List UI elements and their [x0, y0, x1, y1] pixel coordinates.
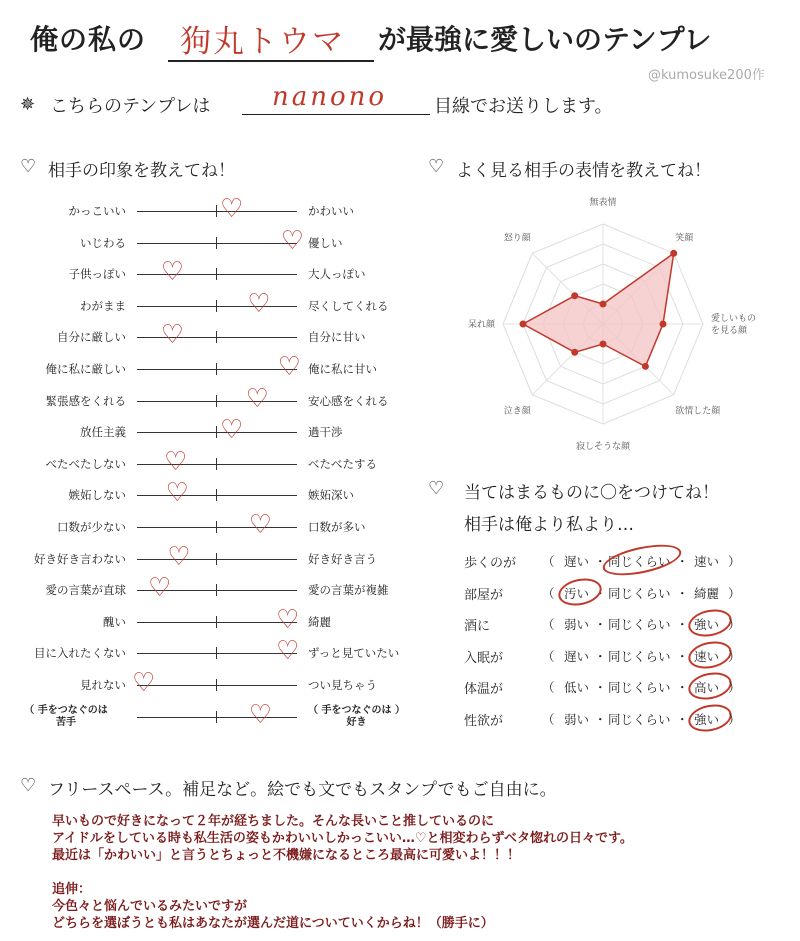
scale-track — [137, 527, 297, 528]
intro-suffix: 目線でお送りします。 — [434, 96, 613, 117]
scale-track — [137, 717, 297, 718]
scale-left-label: べたべたしない — [45, 456, 126, 471]
scale-left-label: （ 手をつなぐのは 苦手 — [24, 704, 108, 728]
check-bracket-close: ） — [728, 554, 741, 569]
radar-value-point — [600, 301, 607, 308]
expressions-heading: よく見る相手の表情を教えてね！ — [456, 161, 711, 181]
check-option: 強い — [694, 711, 720, 727]
check-separator: ・ — [676, 711, 689, 727]
scale-right-label: べたべたする — [308, 456, 377, 471]
check-option: 同じくらい — [608, 617, 671, 632]
check-separator: ・ — [594, 554, 607, 569]
scale-track — [137, 622, 297, 623]
check-bracket-close: ） — [728, 711, 741, 727]
scale-right-label: （ 手をつなぐのは ） 好き — [308, 704, 405, 728]
scale-center-tick — [216, 237, 217, 249]
free-text-line: 早いもので好きになって２年が経ちました。そんな長いこと推しているのに — [52, 814, 495, 829]
radar-value-point — [642, 363, 649, 370]
scale-right-label: 過干渉 — [308, 425, 343, 440]
heart-outline-icon: ♡ — [428, 478, 445, 499]
scale-right-label: 嫉妬深い — [308, 488, 354, 503]
check-row-label: 体温が — [464, 682, 504, 697]
scale-right-label: 口数が多い — [308, 520, 366, 534]
selected-heart-icon: ♡ — [160, 257, 185, 288]
check-option: 綺麗 — [694, 585, 720, 601]
check-separator: ・ — [594, 711, 607, 727]
radar-axis-label: 呆れ顔 — [467, 320, 495, 330]
radar-value-point — [520, 321, 527, 328]
free-text-line: 最近は「かわいい」と言うとちょっと不機嫌になるところ最高に可愛いよ！！！ — [52, 848, 521, 863]
selected-heart-icon: ♡ — [280, 225, 305, 256]
check-option: 弱い — [564, 711, 590, 727]
title-name: 狗丸トウマ — [180, 24, 345, 60]
credit: @kumosuke200作 — [648, 68, 765, 83]
intro-name: nanono — [272, 82, 388, 112]
title-suffix: が最強に愛しいのテンプレ — [378, 23, 712, 56]
check-option: 同じくらい — [608, 680, 671, 695]
selected-option-circle — [556, 574, 604, 609]
check-separator: ・ — [676, 648, 689, 664]
selected-heart-icon: ♡ — [132, 668, 156, 698]
check-option: 低い — [564, 680, 590, 695]
scale-track — [137, 653, 297, 654]
scale-center-tick — [216, 489, 217, 501]
selected-option-circle — [686, 637, 734, 672]
scale-center-tick — [216, 363, 217, 375]
scale-track — [137, 685, 297, 686]
scale-right-label: 尽くしてくれる — [308, 298, 389, 313]
check-option: 遅い — [564, 648, 590, 664]
check-row-label: 酒に — [464, 619, 491, 634]
check-option: 速い — [694, 648, 720, 664]
check-row-label: 部屋が — [464, 587, 504, 603]
check-separator: ・ — [594, 585, 607, 601]
scale-left-label: 俺に私に厳しい — [45, 362, 126, 376]
intro-prefix: こちらのテンプレは — [50, 96, 211, 117]
check-bracket-close: ） — [728, 585, 741, 601]
scale-center-tick — [216, 426, 217, 438]
check-option: 同じくらい — [608, 554, 671, 569]
radar-value-point — [571, 292, 578, 299]
check-bracket-close: ） — [728, 648, 741, 664]
heart-outline-icon: ♡ — [428, 156, 445, 177]
check-option: 遅い — [564, 554, 590, 569]
selected-heart-icon: ♡ — [276, 604, 300, 635]
scale-center-tick — [216, 521, 217, 533]
scale-track — [137, 243, 297, 244]
scale-track — [137, 495, 297, 496]
radar-axis-label: 無表情 — [589, 198, 617, 208]
scale-center-tick — [216, 647, 217, 659]
radar-axis-label: 寂しそうな顔 — [575, 442, 631, 452]
radar-axis-label: 愛しいものを見る顔 — [711, 314, 757, 336]
check-bracket-close: ） — [728, 680, 741, 695]
scale-center-tick — [216, 679, 217, 691]
check-separator: ・ — [594, 680, 607, 695]
radar-axis-label: 欲情した顔 — [675, 406, 721, 417]
heart-outline-icon: ♡ — [20, 156, 37, 177]
scale-right-label: ずっと見ていたい — [308, 646, 400, 661]
title-prefix: 俺の私の — [30, 23, 147, 56]
scale-center-tick — [216, 711, 217, 723]
selected-heart-icon: ♡ — [277, 352, 301, 382]
scale-track — [137, 559, 297, 560]
check-separator: ・ — [594, 648, 607, 664]
radar-value-point — [670, 250, 677, 257]
check-option: 高い — [694, 680, 720, 695]
selected-heart-icon: ♡ — [165, 478, 189, 509]
check-separator: ・ — [676, 585, 689, 601]
selected-option-circle — [686, 700, 734, 735]
check-separator: ・ — [676, 680, 689, 695]
scale-right-label: つい見ちゃう — [308, 678, 377, 692]
check-bracket-close: ） — [728, 617, 741, 632]
selected-heart-icon: ♡ — [164, 446, 188, 477]
scale-center-tick — [216, 205, 217, 217]
impression-heading: 相手の印象を教えてね！ — [48, 161, 235, 181]
scale-center-tick — [216, 458, 217, 470]
expression-radar-chart — [425, 185, 780, 460]
selected-option-circle — [686, 669, 734, 704]
check-bracket-open: （ — [542, 617, 555, 632]
scale-right-label: 俺に私に甘い — [308, 362, 377, 376]
check-option: 同じくらい — [608, 711, 671, 727]
scale-right-label: 綺麗 — [308, 614, 331, 629]
scale-center-tick — [216, 268, 217, 280]
scale-track — [137, 401, 297, 402]
selected-heart-icon: ♡ — [148, 573, 172, 604]
scale-center-tick — [216, 616, 217, 628]
intro-underline — [242, 114, 430, 115]
scale-center-tick — [216, 300, 217, 312]
free-heading: フリースペース。補足など。絵でも文でもスタンプでもご自由に。 — [48, 780, 557, 800]
scale-center-tick — [216, 331, 217, 343]
free-text-line: 今色々と悩んでいるみたいですが — [52, 899, 248, 914]
scale-right-label: 愛の言葉が複雑 — [308, 583, 389, 598]
check-option: 汚い — [564, 585, 590, 601]
selected-option-circle — [686, 606, 734, 641]
radar-axis-label: 怒り顔 — [503, 233, 531, 244]
check-row-label: 入眠が — [464, 650, 504, 666]
scale-left-label: 目に入れたくない — [34, 646, 126, 661]
sparkle-icon: ✵ — [20, 94, 36, 115]
free-text-line: 追伸： — [52, 882, 92, 897]
radar-value-point — [571, 349, 578, 356]
scale-center-tick — [216, 395, 217, 407]
check-bracket-open: （ — [542, 585, 555, 601]
scale-track — [137, 432, 297, 433]
selected-heart-icon: ♡ — [248, 510, 273, 540]
selected-heart-icon: ♡ — [248, 699, 273, 730]
check-option: 同じくらい — [608, 648, 671, 664]
radar-axis-label: 泣き顔 — [503, 406, 531, 417]
check-row-label: 性欲が — [464, 713, 504, 729]
scale-left-label: 自分に厳しい — [57, 330, 126, 345]
selected-heart-icon: ♡ — [220, 415, 244, 446]
check-bracket-open: （ — [542, 554, 555, 569]
scale-left-label: 緊張感をくれる — [45, 393, 126, 408]
scale-track — [137, 464, 297, 465]
free-text-line: アイドルをしている時も私生活の姿もかわいいしかっこいい…♡と相変わらずベタ惚れの日々です。 — [52, 831, 633, 846]
check-separator: ・ — [676, 617, 689, 632]
selected-heart-icon: ♡ — [245, 383, 269, 414]
check-option: 速い — [694, 554, 720, 569]
selected-heart-icon: ♡ — [160, 320, 185, 351]
check-separator: ・ — [676, 554, 689, 569]
scale-left-label: 嫉妬しない — [68, 488, 126, 503]
scale-left-label: 見れない — [80, 678, 126, 692]
radar-value-point — [660, 321, 667, 328]
scale-left-label: いじわる — [80, 235, 126, 250]
check-row-label: 歩くのが — [464, 556, 517, 571]
scale-right-label: 大人っぽい — [308, 267, 366, 282]
checks-subheading: 相手は俺より私より… — [464, 515, 634, 535]
checks-heading: 当てはまるものに〇をつけてね！ — [464, 483, 719, 503]
scale-left-label: 好き好き言わない — [34, 551, 126, 566]
scale-left-label: わがまま — [80, 298, 126, 313]
radar-axis-label: 笑顔 — [675, 233, 694, 244]
selected-heart-icon: ♡ — [276, 636, 300, 667]
heart-outline-icon: ♡ — [20, 775, 37, 796]
scale-left-label: 子供っぽい — [68, 267, 126, 282]
check-separator: ・ — [594, 617, 607, 632]
radar-value-point — [600, 341, 607, 348]
scale-right-label: 自分に甘い — [308, 330, 366, 345]
check-option: 強い — [694, 617, 720, 632]
scale-left-label: 放任主義 — [80, 425, 126, 440]
check-bracket-open: （ — [542, 711, 555, 727]
selected-heart-icon: ♡ — [220, 194, 244, 224]
scale-right-label: 安心感をくれる — [308, 393, 389, 408]
scale-track — [137, 369, 297, 370]
selected-heart-icon: ♡ — [167, 541, 191, 572]
check-bracket-open: （ — [542, 680, 555, 695]
scale-right-label: かわいい — [308, 204, 354, 218]
selected-heart-icon: ♡ — [247, 288, 271, 319]
scale-left-label: 醜い — [103, 614, 126, 629]
scale-left-label: かっこいい — [68, 204, 126, 218]
scale-left-label: 口数が少ない — [57, 520, 126, 534]
free-text-line: どちらを選ぼうとも私はあなたが選んだ道についていくからね！（勝手に） — [52, 916, 494, 931]
scale-track — [137, 211, 297, 212]
scale-center-tick — [216, 553, 217, 565]
scale-right-label: 優しい — [308, 235, 343, 250]
check-option: 弱い — [564, 617, 590, 632]
check-bracket-open: （ — [542, 648, 555, 664]
scale-left-label: 愛の言葉が直球 — [45, 583, 126, 598]
scale-right-label: 好き好き言う — [308, 551, 377, 566]
scale-center-tick — [216, 584, 217, 596]
selected-option-circle — [600, 539, 684, 581]
scale-track — [137, 306, 297, 307]
check-option: 同じくらい — [608, 585, 671, 601]
